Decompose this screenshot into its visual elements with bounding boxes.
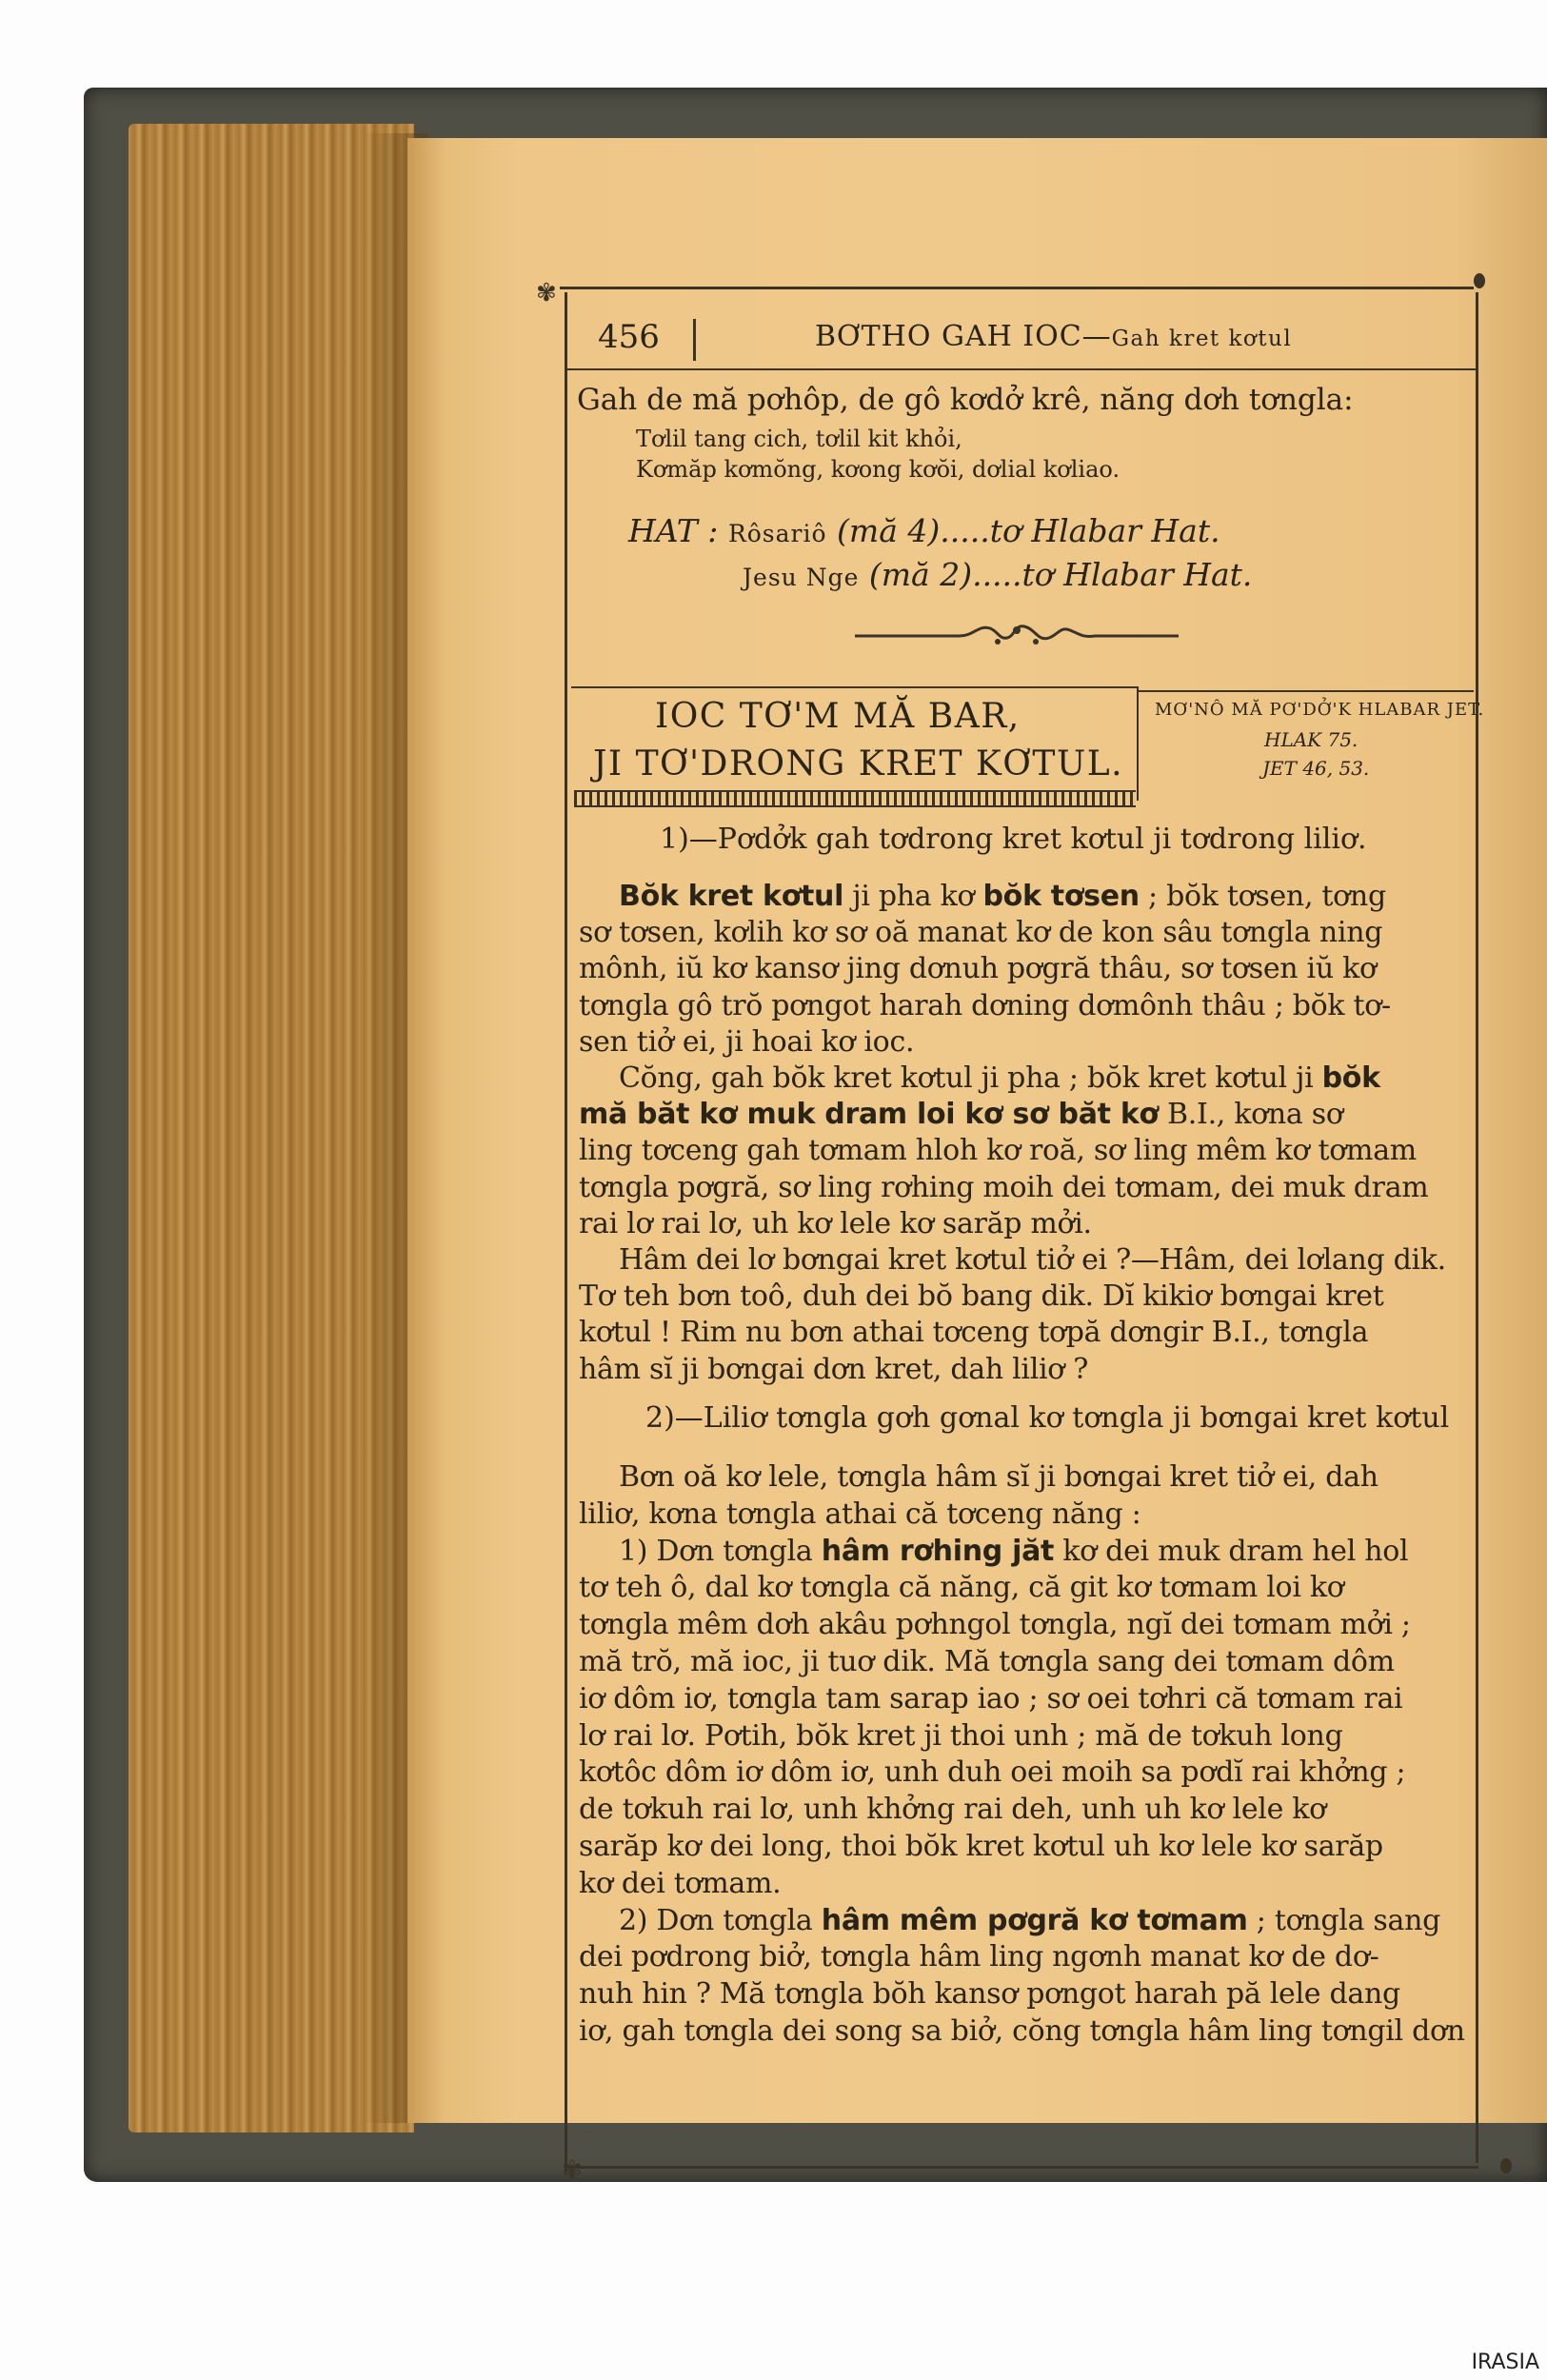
- hat-name-1: Rôsariô: [727, 520, 827, 547]
- part1-line: [579, 1024, 915, 1059]
- text-run: 1) Dơn tơngla: [619, 1534, 822, 1568]
- text-run: 2) Dơn tơngla: [619, 1903, 822, 1937]
- text-run: kơ dei tơmam.: [579, 1866, 782, 1900]
- part2-heading: 2)—Liliơ tơngla gơh gơnal kơ tơngla ji bơngai kret kơtul: [645, 1401, 1450, 1435]
- verse-line-2: Kơmăp kơmŏng, kơong kơŏi, dơlial kơliao.: [636, 456, 1121, 483]
- reference-1: MƠ'NÔ MĂ PƠ'DỞ'K HLABAR JET.: [1155, 700, 1485, 720]
- section-title-2: JI TƠ'DRONG KRET KƠTUL.: [593, 744, 1124, 783]
- text-run: Hâm dei lơ bơngai kret kơtul tiở ei ?—Hâm, dei lơlang dik.: [619, 1243, 1446, 1277]
- hat-line-2: [743, 556, 1253, 593]
- bold-term: Bŏk kret kơtul: [619, 880, 844, 913]
- part1-line: [579, 1170, 1429, 1204]
- part2-line: [619, 1903, 1440, 1937]
- part2-line: [579, 1977, 1400, 2012]
- text-run: de tơkuh rai lơ, unh khởng rai deh, unh uh kơ lele kơ: [579, 1793, 1326, 1827]
- hat-line-1: [628, 512, 1220, 549]
- part1-line: [579, 1316, 1369, 1350]
- part2-line: [579, 1793, 1326, 1827]
- text-run: sarăp kơ dei long, thoi bŏk kret kơtul uh kơ lele kơ sarăp: [579, 1830, 1383, 1863]
- part2-line: [579, 1940, 1379, 1974]
- running-subtitle: Gah kret kơtul: [1111, 327, 1293, 351]
- text-run: rai lơ rai lơ, uh kơ lele kơ sarăp mởi.: [579, 1206, 1092, 1240]
- text-run: sen tiở ei, ji hoai kơ ioc.: [579, 1024, 915, 1059]
- dot-ornament-icon: [1500, 2158, 1512, 2173]
- text-run: ji pha kơ: [843, 880, 983, 913]
- running-header: [815, 320, 1293, 353]
- text-run: tơ teh ô, dal kơ tơngla că năng, că git kơ tơmam loi kơ: [579, 1571, 1344, 1605]
- right-rule: [1476, 292, 1478, 2163]
- text-run: mônh, iŭ kơ kansơ jing dơnuh pơgră thâu, sơ tơsen iŭ kơ: [579, 952, 1377, 986]
- part1-line: [579, 1098, 1343, 1132]
- top-rule: [560, 287, 1474, 289]
- text-run: B.I., kơna sơ: [1158, 1098, 1343, 1132]
- part1-line: [579, 1352, 1089, 1386]
- text-run: ; tơngla sang: [1247, 1903, 1440, 1937]
- bold-term: hâm rơhing jăt: [821, 1534, 1055, 1568]
- watermark: IRASIA: [1471, 2350, 1539, 2374]
- part2-line: [579, 1645, 1395, 1678]
- part2-line: [579, 1718, 1343, 1753]
- reference-3: JET 46, 53.: [1262, 757, 1370, 780]
- part2-line: [619, 1534, 1409, 1568]
- text-run: nuh hin ? Mă tơngla bŏh kansơ pơngot harah pă lele dang: [579, 1977, 1400, 2012]
- part1-line: [619, 880, 1386, 913]
- text-run: mă trŏ, mă ioc, ji tuơ dik. Mă tơngla sang dei tơmam dôm: [579, 1645, 1395, 1678]
- part2-line: [579, 1608, 1411, 1642]
- section-title-1: IOC TƠ'M MĂ BAR,: [655, 697, 1021, 736]
- part2-line: [579, 2014, 1465, 2048]
- text-run: dei pơdrong biở, tơngla hâm ling ngơnh manat kơ de dơ-: [579, 1940, 1379, 1974]
- page-number: 456: [598, 318, 660, 356]
- text-run: hâm sĭ ji bơngai dơn kret, dah liliơ ?: [579, 1352, 1089, 1386]
- ref-box-top: [1139, 690, 1474, 692]
- part2-line: [579, 1830, 1383, 1863]
- hat-rest-2: (mă 2).....tơ Hlabar Hat.: [868, 556, 1253, 593]
- divider-ornament-icon: [855, 617, 1179, 655]
- text-run: iơ dôm iơ, tơngla tam sarap iao ; sơ oei tơhri că tơmam rai: [579, 1681, 1403, 1716]
- header-rule: [565, 368, 1478, 370]
- part1-line: [619, 1061, 1380, 1095]
- part2-line: [579, 1755, 1406, 1790]
- part2-line: [579, 1681, 1403, 1716]
- text-run: tơngla gô trŏ pơngot harah dơning dơmônh thâu ; bŏk tơ-: [579, 988, 1391, 1022]
- flower-ornament-icon: ✾: [536, 279, 557, 307]
- bottom-rule: [565, 2166, 1478, 2169]
- left-rule: [565, 292, 567, 2172]
- text-run: iơ, gah tơngla dei song sa biở, cŏng tơngla hâm ling tơngil dơn: [579, 2014, 1465, 2048]
- bold-term: bŏk: [1321, 1061, 1380, 1095]
- text-run: kơ dei muk dram hel hol: [1054, 1534, 1409, 1568]
- header-divider: [693, 319, 696, 361]
- intro-line: Gah de mă pơhôp, de gô kơdở krê, năng dơh tơngla:: [577, 383, 1354, 417]
- title-box-right: [1137, 686, 1139, 801]
- text-run: tơngla mêm dơh akâu pơhngol tơngla, ngĭ dei tơmam mởi ;: [579, 1608, 1411, 1642]
- flower-ornament-icon: ✾: [562, 2156, 583, 2185]
- text-run: ; bŏk tơsen, tơng: [1139, 880, 1386, 913]
- text-run: ling tơceng gah tơmam hloh kơ roă, sơ ling mêm kơ tơmam: [579, 1134, 1417, 1168]
- part2-line: [619, 1460, 1378, 1494]
- reference-2: HLAK 75.: [1264, 728, 1359, 751]
- text-run: Bơn oă kơ lele, tơngla hâm sĭ ji bơngai kret tiở ei, dah: [619, 1460, 1378, 1494]
- title-box-top: [571, 686, 1139, 688]
- part1-heading: 1)—Pơdởk gah tơdrong kret kơtul ji tơdrong liliơ.: [660, 823, 1367, 856]
- part1-line: [579, 1279, 1384, 1314]
- bold-term: hâm mêm pơgră kơ tơmam: [821, 1903, 1248, 1937]
- part2-line: [579, 1497, 1141, 1531]
- text-run: kơtul ! Rim nu bơn athai tơceng tơpă dơngir B.I., tơngla: [579, 1316, 1369, 1350]
- text-run: liliơ, kơna tơngla athai că tơceng năng :: [579, 1497, 1141, 1531]
- text-run: lơ rai lơ. Pơtih, bŏk kret ji thoi unh ; mă de tơkuh long: [579, 1718, 1343, 1753]
- verse-line-1: Tơlil tang cich, tơlil kit khỏi,: [636, 426, 962, 452]
- part2-line: [579, 1866, 782, 1900]
- book-page: [407, 138, 1547, 2185]
- part1-line: [579, 916, 1383, 950]
- title-band-ornament-icon: [574, 790, 1136, 807]
- part1-line: [579, 952, 1377, 986]
- part1-line: [619, 1243, 1446, 1277]
- part2-line: [579, 1571, 1344, 1605]
- hat-label: HAT :: [628, 512, 719, 549]
- running-title: BƠTHO GAH IOC—: [815, 320, 1112, 353]
- text-run: Tơ teh bơn toô, duh dei bŏ bang dik. Dĭ kikiơ bơngai kret: [579, 1279, 1384, 1314]
- text-run: kơtôc dôm iơ dôm iơ, unh duh oei moih sa pơdĭ rai khởng ;: [579, 1755, 1406, 1790]
- text-run: sơ tơsen, kơlih kơ sơ oă manat kơ de kon sâu tơngla ning: [579, 916, 1383, 950]
- hat-name-2: Jesu Nge: [743, 564, 860, 591]
- part1-line: [579, 988, 1391, 1022]
- bold-term: bŏk tơsen: [982, 880, 1140, 913]
- text-run: tơngla pơgră, sơ ling rơhing moih dei tơmam, dei muk dram: [579, 1170, 1429, 1204]
- bold-term: mă băt kơ muk dram loi kơ sơ băt kơ: [579, 1098, 1159, 1132]
- dot-ornament-icon: [1474, 273, 1485, 288]
- part1-line: [579, 1206, 1092, 1240]
- part1-line: [579, 1134, 1417, 1168]
- hat-rest-1: (mă 4).....tơ Hlabar Hat.: [837, 512, 1220, 549]
- text-run: Cŏng, gah bŏk kret kơtul ji pha ; bŏk kret kơtul ji: [619, 1061, 1322, 1095]
